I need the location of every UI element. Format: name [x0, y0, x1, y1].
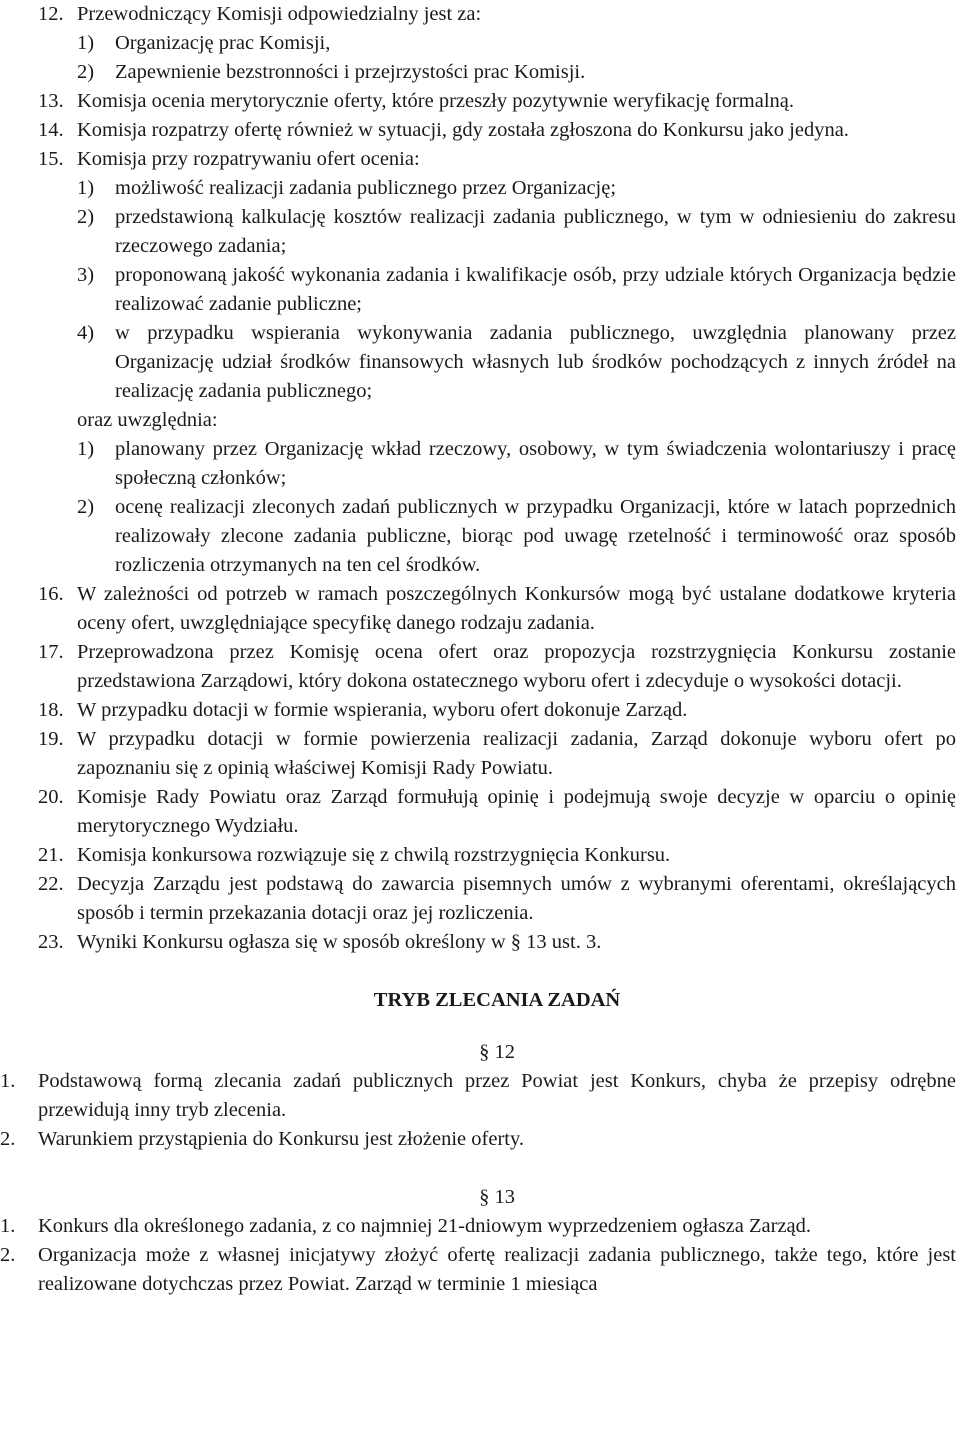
- item-number: 22.: [38, 873, 64, 895]
- section-title: TRYB ZLECANIA ZADAŃ: [373, 989, 621, 1011]
- sub-item-number: 2): [77, 496, 95, 518]
- sub-item-text: Zapewnienie bezstronności i przejrzystości prac Komisji.: [115, 61, 586, 83]
- item-text: Komisja konkursowa rozwiązuje się z chwilą rozstrzygnięcia Konkursu.: [77, 844, 671, 866]
- list-item: [38, 783, 956, 841]
- item-text: W przypadku dotacji w formie powierzenia realizacji zadania, Zarząd dokonuje wyboru ofert po zapoznaniu się z opinią właściwej Komisji Rady Powiatu.: [77, 728, 956, 779]
- item-text: Przewodniczący Komisji odpowiedzialny jest za:: [77, 3, 482, 25]
- sub-item-number: 2): [77, 206, 95, 228]
- sub-item-text: przedstawioną kalkulację kosztów realizacji zadania publicznego, w tym w odniesieniu do zakresu rzeczowego zadania;: [115, 206, 956, 257]
- item-text: Komisja ocenia merytorycznie oferty, które przeszły pozytywnie weryfikację formalną.: [77, 90, 795, 112]
- sub-item: [77, 174, 956, 203]
- item-text: Decyzja Zarządu jest podstawą do zawarcia pisemnych umów z wybranymi oferentami, określających sposób i termin przekazania dotacji oraz jej rozliczenia.: [77, 873, 956, 924]
- list-item: [0, 1067, 956, 1125]
- sub-item-text: możliwość realizacji zadania publicznego przez Organizację;: [115, 177, 617, 199]
- list-item: [38, 638, 956, 696]
- item-text: Komisja przy rozpatrywaniu ofert ocenia:: [77, 148, 420, 170]
- item-number: 20.: [38, 786, 64, 808]
- list-item: [38, 725, 956, 783]
- sub-item: [77, 435, 956, 493]
- sub-item-number: 3): [77, 264, 95, 286]
- item-text: W zależności od potrzeb w ramach poszczególnych Konkursów mogą być ustalane dodatkowe kryteria oceny ofert, uwzględniające specyfikę danego rodzaju zadania.: [77, 583, 956, 634]
- list-item: [38, 116, 956, 145]
- item-text: W przypadku dotacji w formie wspierania, wyboru ofert dokonuje Zarząd.: [77, 699, 688, 721]
- list-item: [38, 145, 956, 580]
- item-number: 16.: [38, 583, 64, 605]
- item-number: 1.: [0, 1070, 16, 1092]
- list-item: [38, 580, 956, 638]
- sub-item-text: ocenę realizacji zleconych zadań publicznych w przypadku Organizacji, które w latach poprzednich realizowały zlecone zadania publiczne, biorąc pod uwagę rzetelność i terminowość oraz sposób rozliczenia otrzymanych na ten cel środków.: [115, 496, 956, 576]
- item-text: Podstawową formą zlecania zadań publicznych przez Powiat jest Konkurs, chyba że przepisy odrębne przewidują inny tryb zlecenia.: [38, 1070, 956, 1121]
- item-number: 14.: [38, 119, 64, 141]
- sub-item-text: w przypadku wspierania wykonywania zadania publicznego, uwzględnia planowany przez Organizację udział środków finansowych własnych lub środków pochodzących z innych źródeł na realizację zadania publicznego;: [115, 322, 956, 402]
- sub-item-number: 2): [77, 61, 95, 83]
- sub-item-number: 4): [77, 322, 95, 344]
- continuation-text: oraz uwzględnia:: [77, 409, 218, 431]
- sub-item: [77, 319, 956, 406]
- item-text: Komisja rozpatrzy ofertę również w sytuacji, gdy została zgłoszona do Konkursu jako jedyna.: [77, 119, 849, 141]
- sub-item: [77, 261, 956, 319]
- list-item: [38, 696, 956, 725]
- item-text: Warunkiem przystąpienia do Konkursu jest złożenie oferty.: [38, 1128, 525, 1150]
- sub-item-number: 1): [77, 438, 95, 460]
- item-number: 13.: [38, 90, 64, 112]
- list-item: [38, 928, 956, 957]
- item-text: Konkurs dla określonego zadania, z co najmniej 21-dniowym wyprzedzeniem ogłasza Zarząd.: [38, 1215, 812, 1237]
- item-number: 12.: [38, 3, 64, 25]
- sub-item: [77, 493, 956, 580]
- list-item: [38, 0, 956, 87]
- list-item: [38, 870, 956, 928]
- item-number: 1.: [0, 1215, 16, 1237]
- sub-item-text: planowany przez Organizację wkład rzeczowy, osobowy, w tym świadczenia wolontariuszy i pracę społeczną członków;: [115, 438, 956, 489]
- item-text: Komisje Rady Powiatu oraz Zarząd formułują opinię i podejmują swoje decyzje w oparciu o opinię merytorycznego Wydziału.: [77, 786, 956, 837]
- item-text: Przeprowadzona przez Komisję ocena ofert oraz propozycja rozstrzygnięcia Konkursu zostanie przedstawiona Zarządowi, który dokona ostatecznego wyboru ofert i zdecyduje o wysokości dotacji.: [77, 641, 956, 692]
- paragraph-heading: § 12: [479, 1041, 515, 1063]
- sub-item-text: Organizację prac Komisji,: [115, 32, 331, 54]
- list-item: [0, 1241, 956, 1299]
- list-item: [38, 841, 956, 870]
- item-number: 21.: [38, 844, 64, 866]
- item-text: Wyniki Konkursu ogłasza się w sposób określony w § 13 ust. 3.: [77, 931, 602, 953]
- sub-item: [77, 203, 956, 261]
- item-number: 2.: [0, 1128, 16, 1150]
- sub-item-number: 1): [77, 32, 95, 54]
- item-number: 19.: [38, 728, 64, 750]
- item-number: 23.: [38, 931, 64, 953]
- list-item: [38, 87, 956, 116]
- item-number: 2.: [0, 1244, 16, 1266]
- sub-item: [77, 58, 956, 87]
- item-text: Organizacja może z własnej inicjatywy złożyć ofertę realizacji zadania publicznego, także tego, które jest realizowane dotychczas przez Powiat. Zarząd w terminie 1 miesiąca: [38, 1244, 956, 1295]
- item-number: 18.: [38, 699, 64, 721]
- paragraph-heading: § 13: [479, 1186, 515, 1208]
- sub-item: [77, 29, 956, 58]
- list-item: [0, 1125, 956, 1154]
- sub-item-text: proponowaną jakość wykonania zadania i kwalifikacje osób, przy udziale których Organizacja będzie realizować zadanie publiczne;: [115, 264, 956, 315]
- list-item: [0, 1212, 956, 1241]
- sub-item-number: 1): [77, 177, 95, 199]
- item-number: 17.: [38, 641, 64, 663]
- item-number: 15.: [38, 148, 64, 170]
